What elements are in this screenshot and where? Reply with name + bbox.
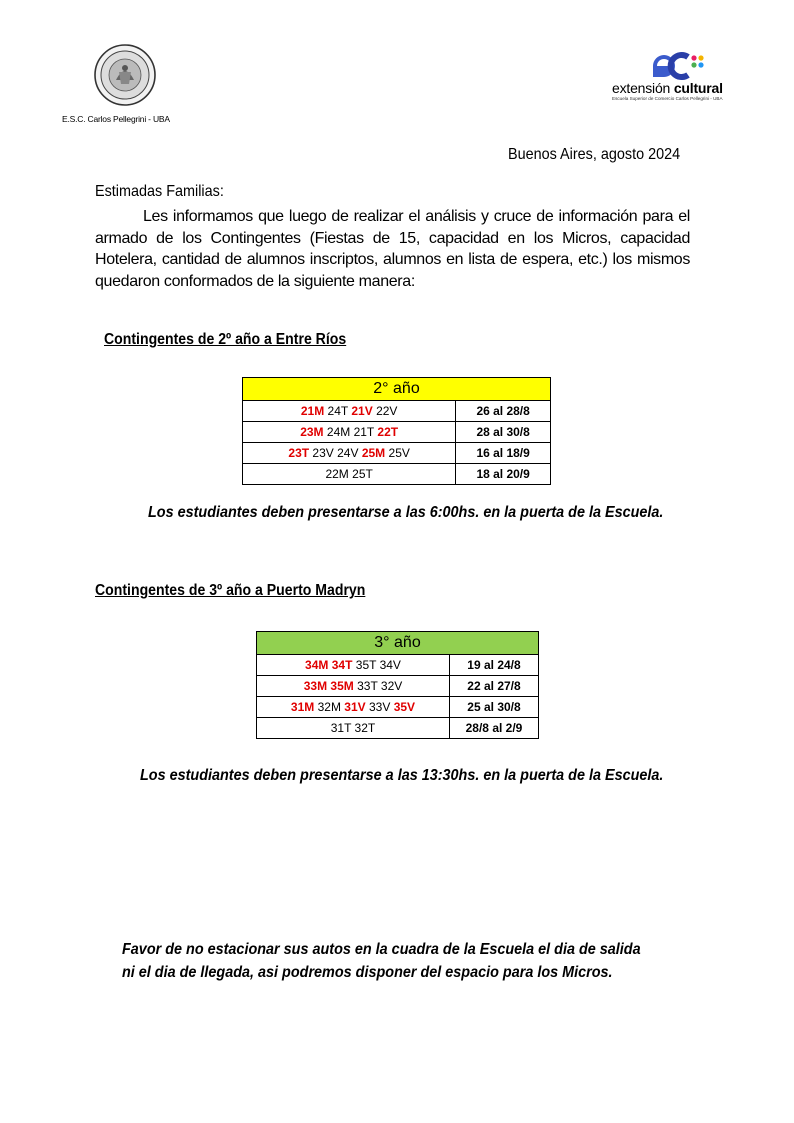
dates-cell: 19 al 24/8 [449, 655, 538, 676]
group-code: 35M [330, 679, 354, 693]
table-row [257, 676, 539, 697]
parking-notice-line-2: ni el dia de llegada, asi podremos disponer del espacio para los Micros. [122, 964, 613, 981]
school-name: E.S.C. Carlos Pellegrini - UBA [62, 114, 170, 124]
table-row [243, 443, 551, 464]
table-row [243, 422, 551, 443]
logo-title [612, 80, 723, 96]
group-code: 23T [288, 446, 310, 460]
logo-title-bold: cultural [673, 80, 723, 96]
logo-title-light: extensión [612, 80, 674, 96]
group-code: 34V [379, 658, 401, 672]
group-code: 21V [351, 404, 373, 418]
group-code: 21M [300, 404, 325, 418]
parking-notice [122, 938, 641, 984]
table-row [243, 401, 551, 422]
group-code: 24V [337, 446, 359, 460]
table-row [243, 464, 551, 485]
table-row [257, 697, 539, 718]
group-code: 32V [380, 679, 403, 693]
group-code: 31M [290, 700, 315, 714]
group-code: 33M [303, 679, 328, 693]
group-code: 21T [353, 425, 375, 439]
group-code: 25T [352, 467, 373, 481]
group-code: 34M [305, 658, 329, 672]
table-row [257, 718, 539, 739]
group-code: 32T [354, 721, 376, 735]
groups-cell [257, 655, 450, 676]
section-3-table [256, 631, 539, 739]
section-3-heading: Contingentes de 3º año a Puerto Madryn [95, 582, 366, 599]
groups-cell [257, 718, 450, 739]
group-code: 23M [300, 425, 324, 439]
groups-cell [243, 401, 456, 422]
school-seal-logo [94, 44, 156, 106]
dates-cell: 25 al 30/8 [449, 697, 538, 718]
section-2-heading: Contingentes de 2º año a Entre Ríos [104, 331, 347, 348]
group-code: 22M [325, 467, 349, 481]
groups-cell [257, 676, 450, 697]
groups-cell [257, 697, 450, 718]
letter-body: Les informamos que luego de realizar el análisis y cruce de información para el armado de los Contingentes (Fiestas de 15, capacidad en los Micros, capacidad Hotelera, cantidad de alumnos inscriptos, alumnos en lista de espera, etc.) los mismos quedaron conformados de la siguiente manera: [95, 208, 690, 290]
letter-greeting: Estimadas Familias: [95, 183, 224, 200]
group-code: 24T [327, 404, 349, 418]
group-code: 31V [344, 700, 366, 714]
group-code: 35T [355, 658, 377, 672]
letter-date: Buenos Aires, agosto 2024 [508, 146, 681, 163]
group-code: 34T [331, 658, 353, 672]
group-code: 22V [376, 404, 398, 418]
section-2-table [242, 377, 551, 485]
group-code: 31T [330, 721, 352, 735]
group-code: 23V [312, 446, 334, 460]
section-3-note: Los estudiantes deben presentarse a las 13:30hs. en la puerta de la Escuela. [140, 767, 664, 784]
group-code: 22T [377, 425, 399, 439]
dates-cell: 28 al 30/8 [456, 422, 551, 443]
groups-cell [243, 464, 456, 485]
section-2-table-body [243, 401, 551, 485]
section-3-table-title: 3° año [257, 632, 539, 655]
group-code: 33V [369, 700, 391, 714]
logo-subtitle: Escuela Superior de Comercio Carlos Pellegrini - UBA [612, 96, 723, 101]
group-code: 24M [326, 425, 351, 439]
extension-cultural-logo-icon [648, 50, 708, 80]
section-3-table-body [257, 655, 539, 739]
group-code: 25M [361, 446, 386, 460]
group-code: 35V [393, 700, 416, 714]
group-code: 33T [357, 679, 378, 693]
groups-cell [243, 422, 456, 443]
parking-notice-line-1: Favor de no estacionar sus autos en la cuadra de la Escuela el dia de salida [122, 941, 641, 958]
section-2-table-title: 2° año [243, 378, 551, 401]
dates-cell: 16 al 18/9 [456, 443, 551, 464]
table-row [257, 655, 539, 676]
dates-cell: 26 al 28/8 [456, 401, 551, 422]
group-code: 32M [317, 700, 341, 714]
dates-cell: 18 al 20/9 [456, 464, 551, 485]
dates-cell: 28/8 al 2/9 [449, 718, 538, 739]
section-2-note: Los estudiantes deben presentarse a las 6:00hs. en la puerta de la Escuela. [148, 504, 664, 521]
dates-cell: 22 al 27/8 [449, 676, 538, 697]
groups-cell [243, 443, 456, 464]
group-code: 25V [388, 446, 410, 460]
